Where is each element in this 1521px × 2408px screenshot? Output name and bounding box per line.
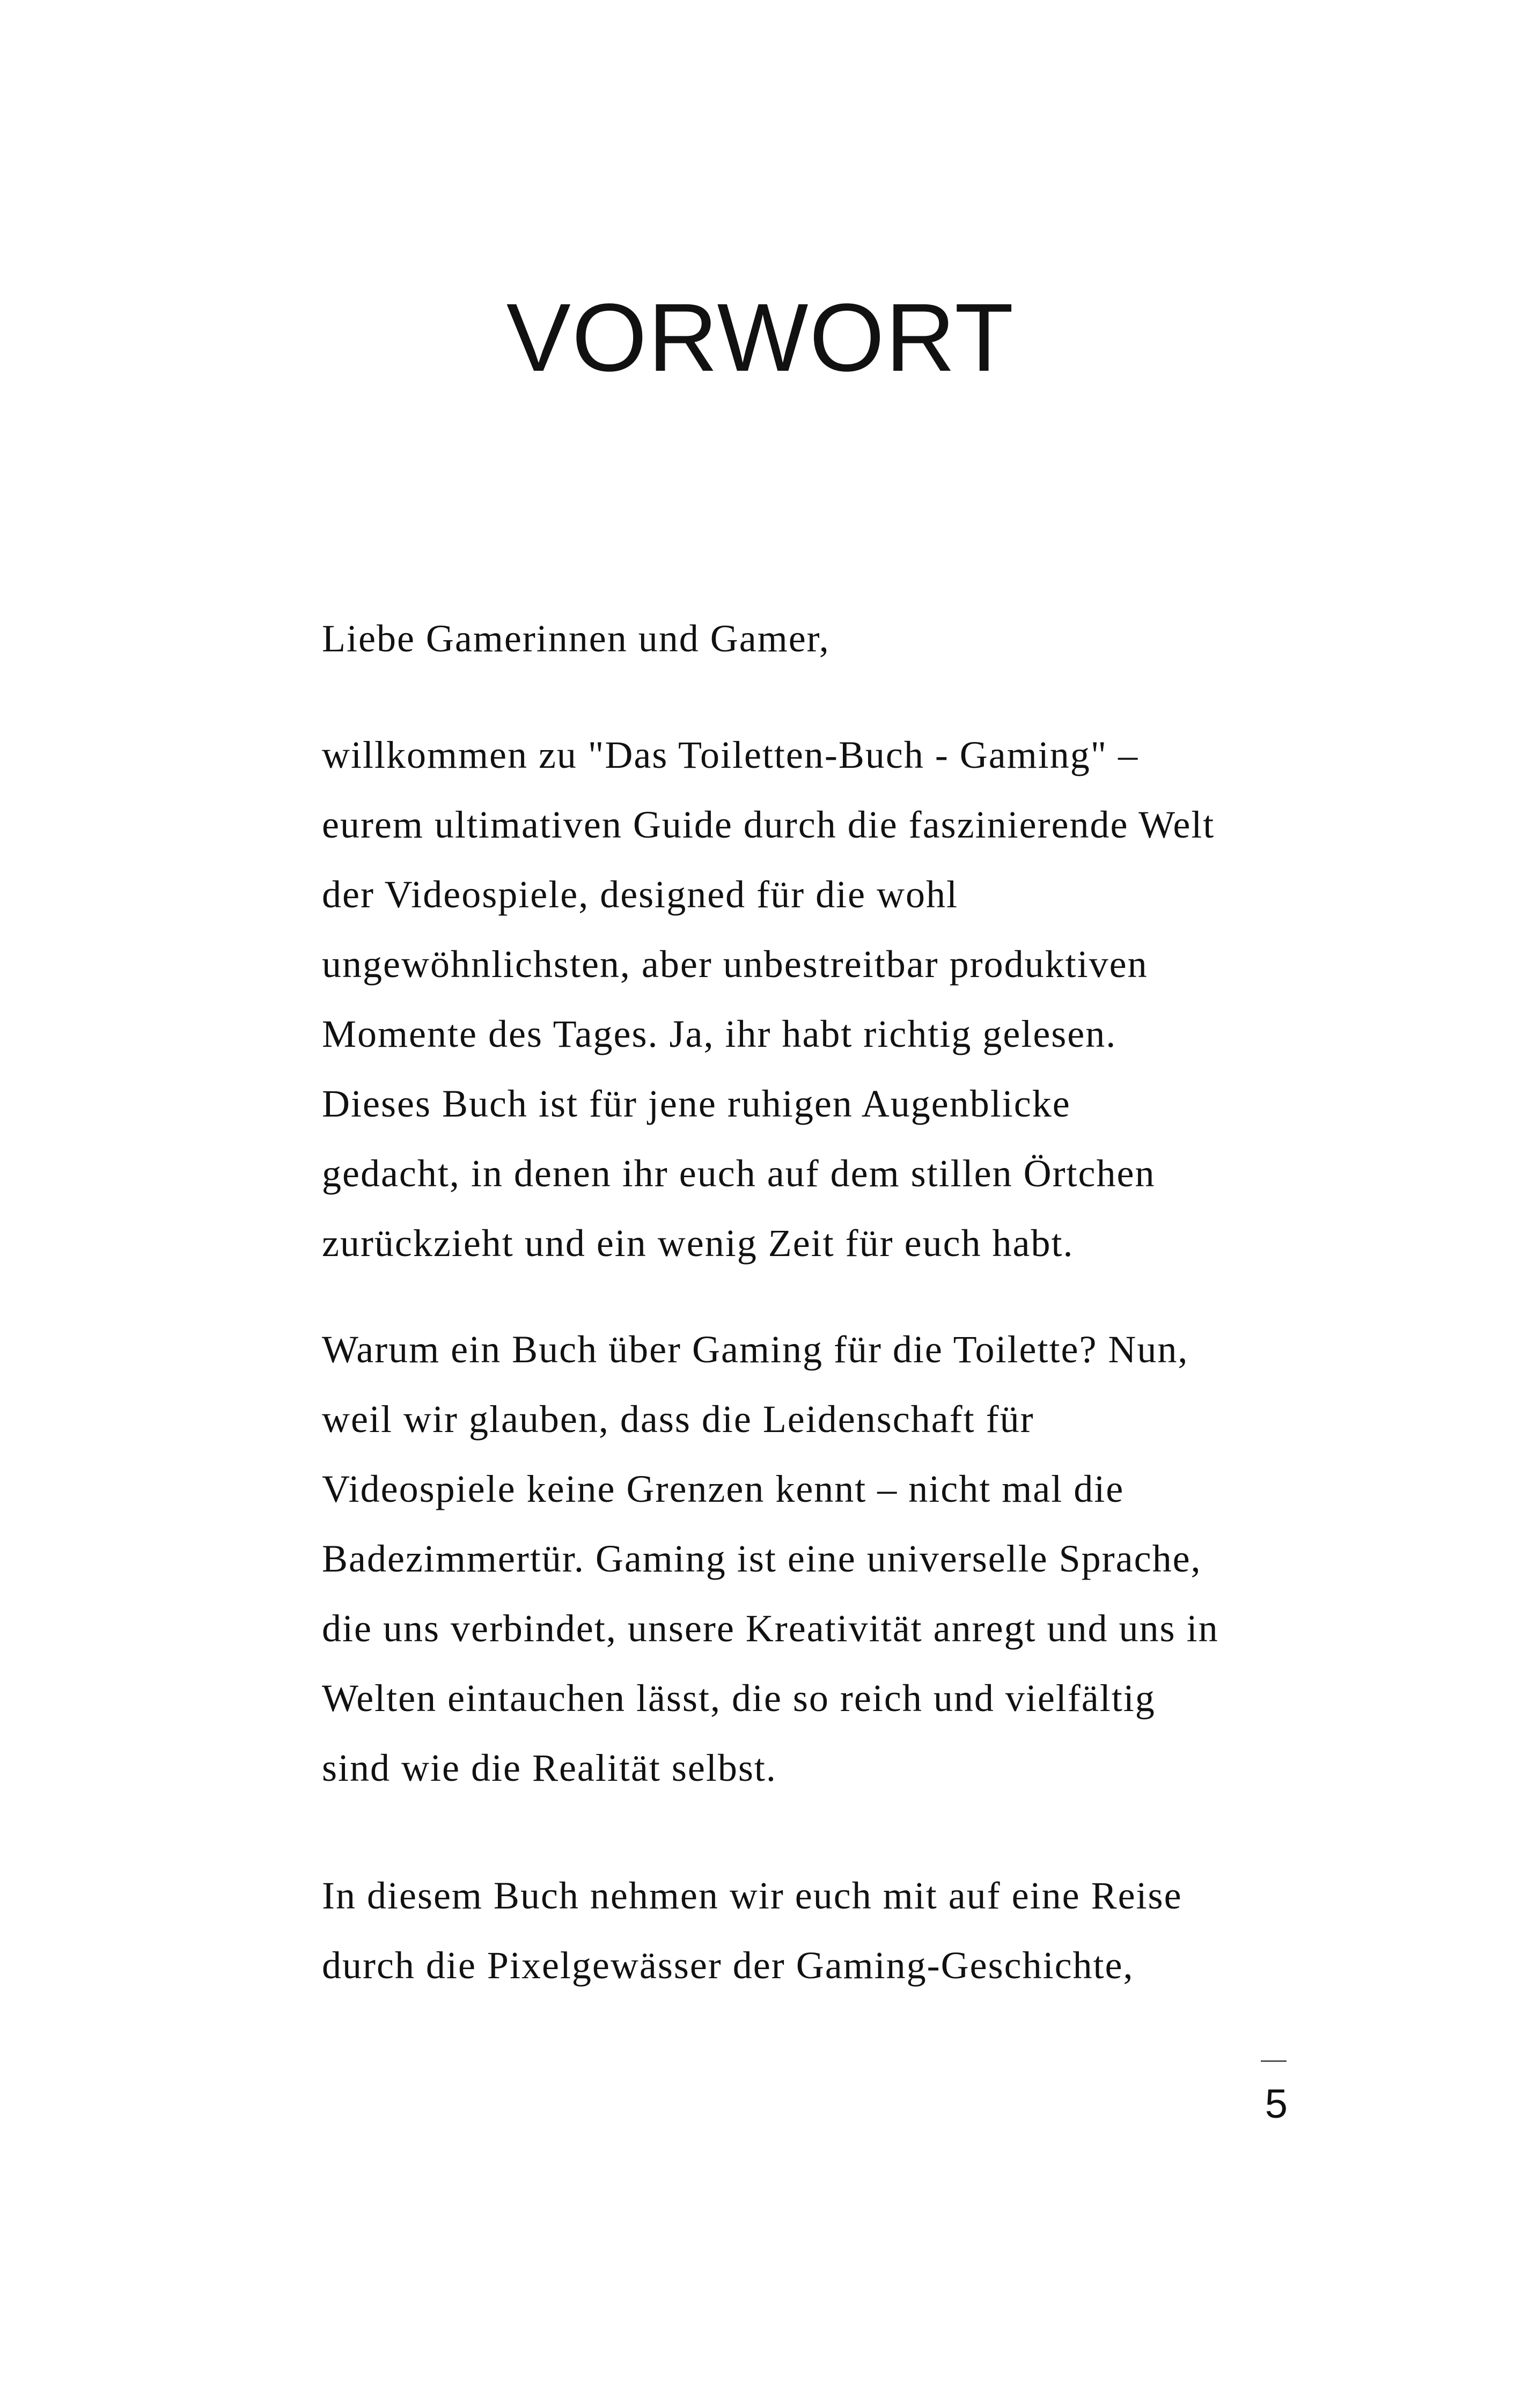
paragraph-1-line-6: Dieses Buch ist für jene ruhigen Augenblicke — [322, 1082, 1071, 1125]
page-number: 5 — [1265, 2081, 1288, 2127]
paragraph-1-line-4: ungewöhnlichsten, aber unbestreitbar produktiven — [322, 943, 1148, 986]
chapter-title: VORWORT — [506, 284, 1015, 392]
greeting-paragraph — [322, 604, 1298, 673]
paragraph-1-line-8: zurückzieht und ein wenig Zeit für euch habt. — [322, 1222, 1074, 1265]
greeting-line: Liebe Gamerinnen und Gamer, — [322, 617, 830, 660]
page-number-rule — [1261, 2060, 1287, 2062]
paragraph-2-line-7: sind wie die Realität selbst. — [322, 1746, 777, 1789]
paragraph-3-line-2: durch die Pixelgewässer der Gaming-Geschichte, — [322, 1944, 1134, 1987]
paragraph-1-line-2: eurem ultimativen Guide durch die faszinierende Welt — [322, 803, 1215, 846]
paragraph-2 — [322, 1315, 1298, 1803]
paragraph-2-line-2: weil wir glauben, dass die Leidenschaft für — [322, 1398, 1034, 1441]
paragraph-2-line-4: Badezimmertür. Gaming ist eine universelle Sprache, — [322, 1537, 1202, 1580]
paragraph-2-line-6: Welten eintauchen lässt, die so reich und vielfältig — [322, 1677, 1156, 1720]
paragraph-1-line-1: willkommen zu "Das Toiletten-Buch - Gaming" – — [322, 733, 1139, 776]
paragraph-1-line-7: gedacht, in denen ihr euch auf dem stillen Örtchen — [322, 1152, 1156, 1195]
paragraph-1 — [322, 720, 1298, 1278]
paragraph-2-line-3: Videospiele keine Grenzen kennt – nicht mal die — [322, 1467, 1125, 1510]
paragraph-1-line-3: der Videospiele, designed für die wohl — [322, 873, 959, 916]
paragraph-1-line-5: Momente des Tages. Ja, ihr habt richtig gelesen. — [322, 1012, 1117, 1055]
paragraph-2-line-1: Warum ein Buch über Gaming für die Toilette? Nun, — [322, 1328, 1189, 1371]
paragraph-3-line-1: In diesem Buch nehmen wir euch mit auf eine Reise — [322, 1874, 1182, 1917]
paragraph-2-line-5: die uns verbindet, unsere Kreativität anregt und uns in — [322, 1607, 1219, 1650]
paragraph-3 — [322, 1861, 1298, 2000]
